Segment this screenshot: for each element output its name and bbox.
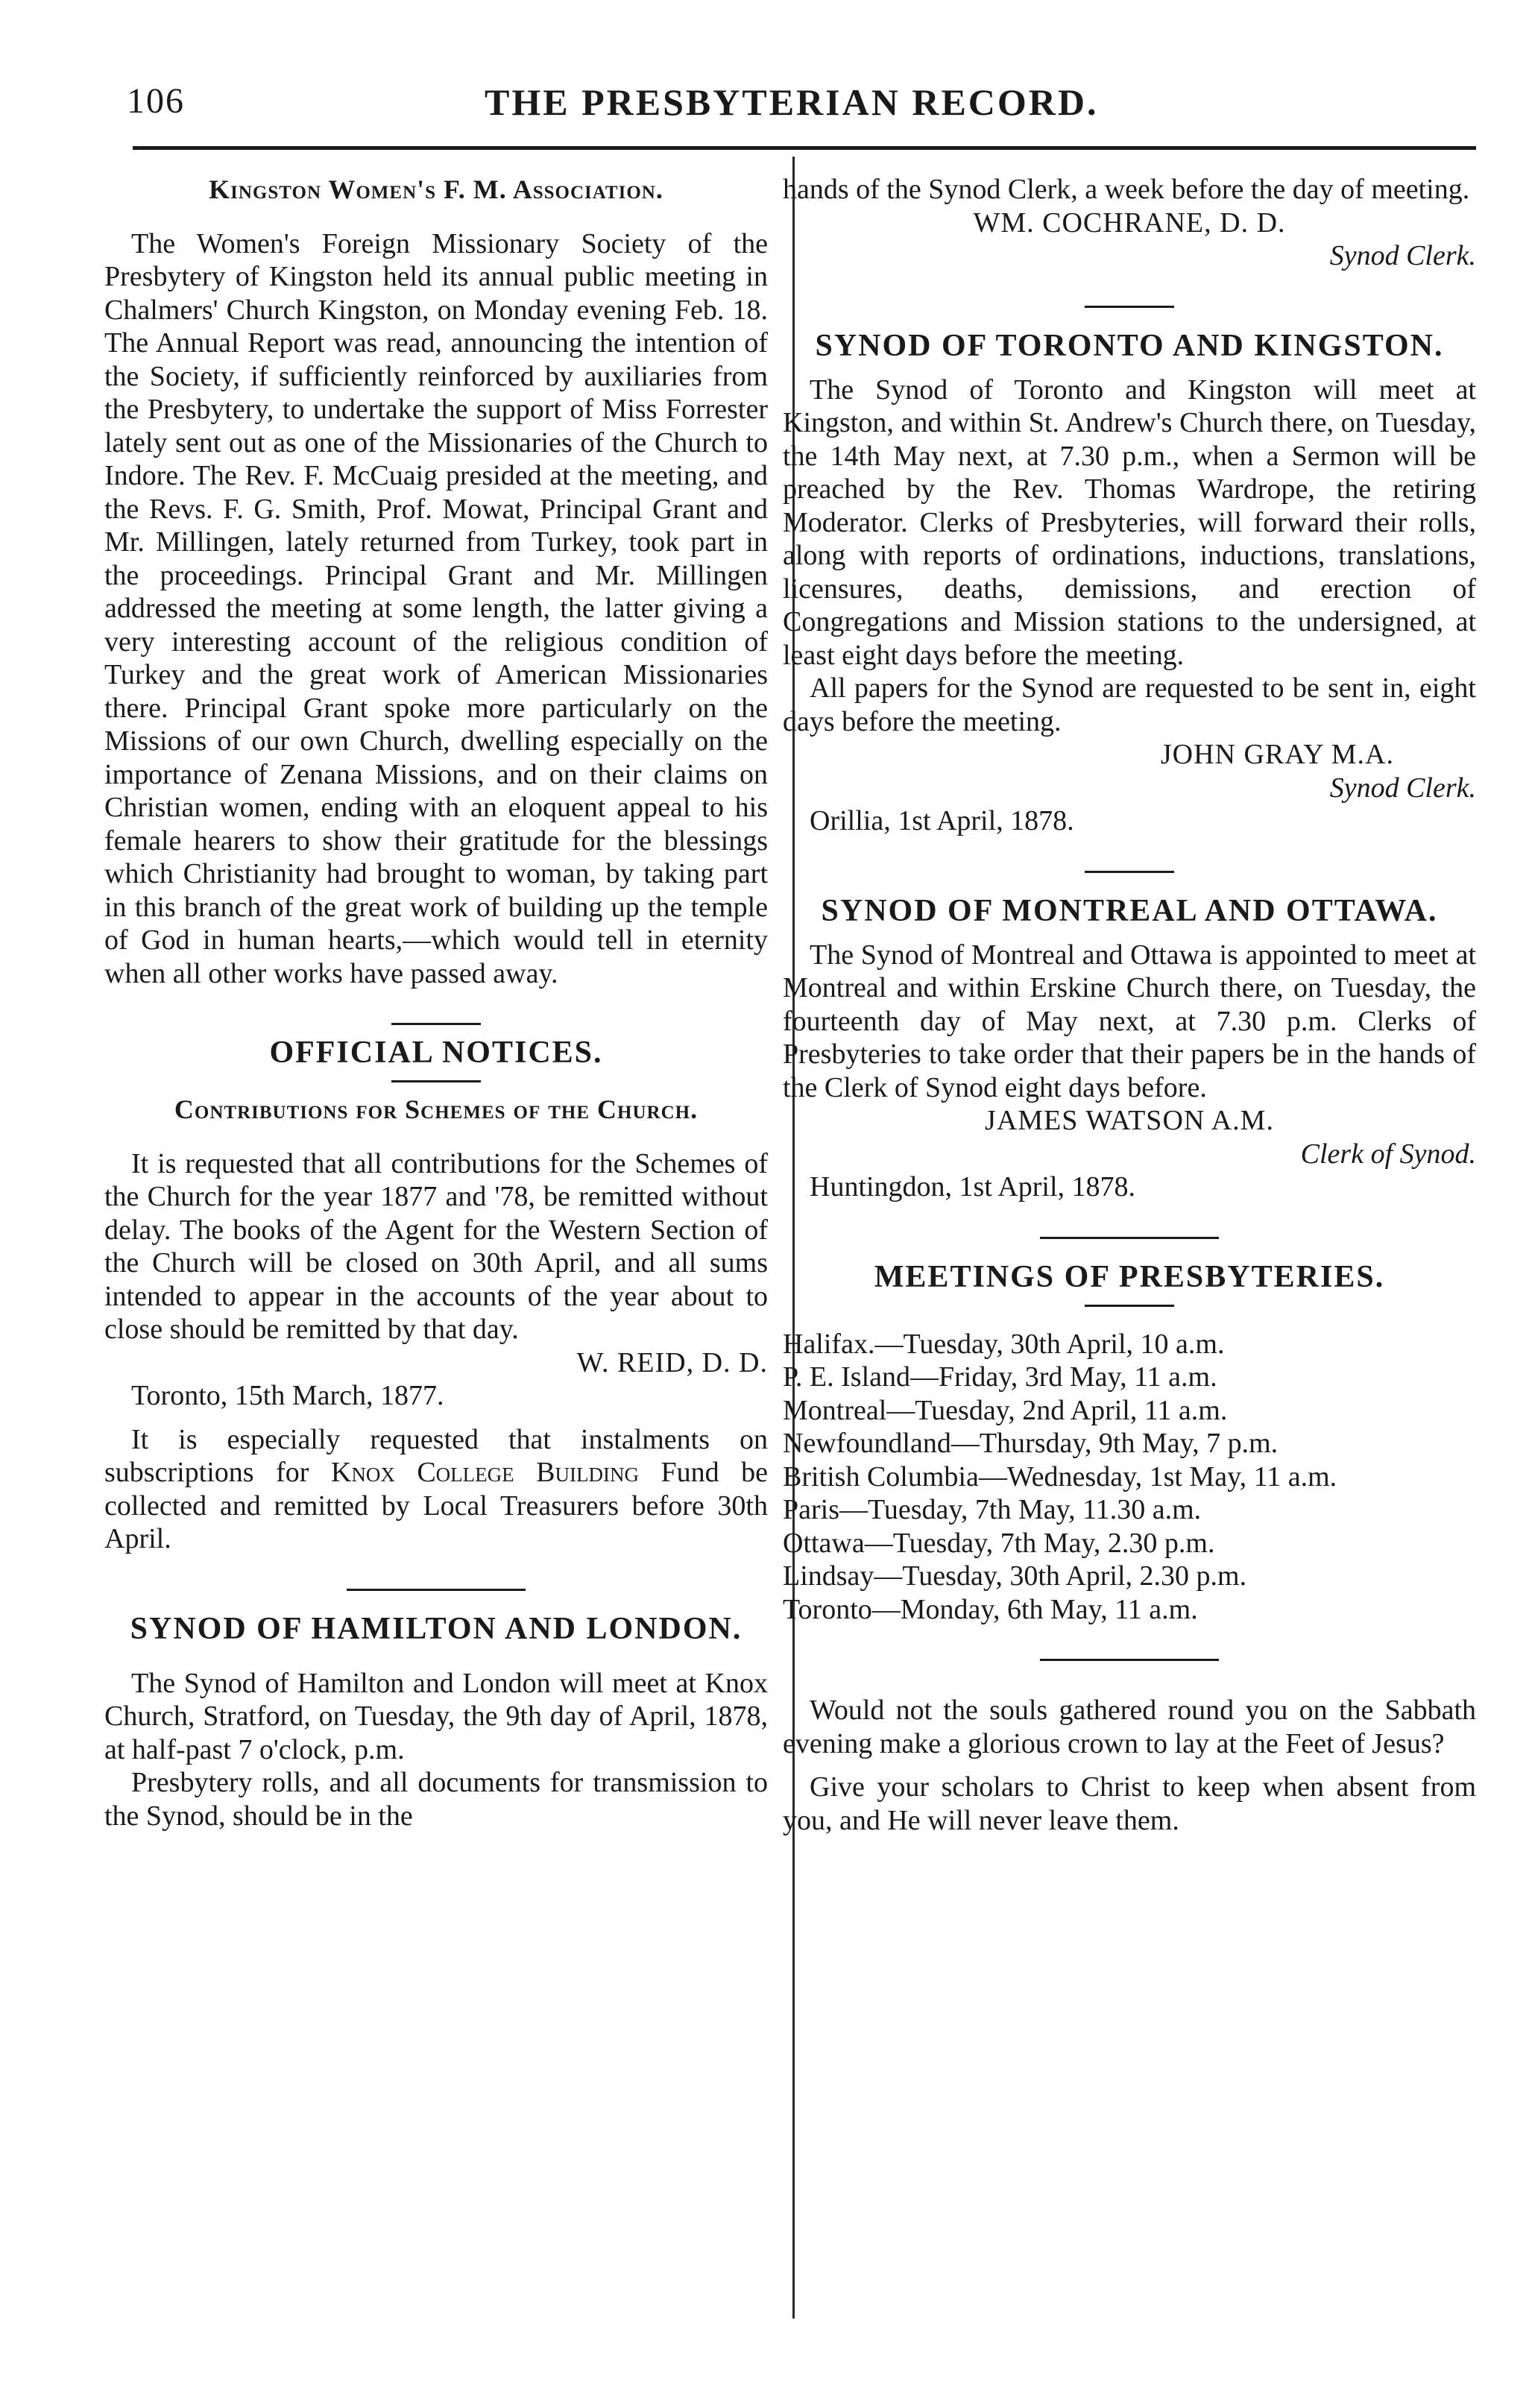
list-item: P. E. Island—Friday, 3rd May, 11 a.m.: [783, 1361, 1217, 1393]
montreal-body: The Synod of Montreal and Ottawa is appointed to meet at Montreal and within Erskine Church there, on Tuesday, the fourteenth day of May next, at 7.30 p.m. Clerks of Presbyteries to take order that their papers be in the hands of the Clerk of Synod eight days before.: [783, 939, 1476, 1103]
watson-dateline: Huntingdon, 1st April, 1878.: [810, 1171, 1136, 1203]
presbyteries-list: [783, 1328, 1476, 1627]
list-item: Lindsay—Tuesday, 30th April, 2.30 p.m.: [783, 1560, 1247, 1592]
presbyteries-heading: MEETINGS OF PRESBYTERIES.: [874, 1259, 1385, 1294]
toronto-body: The Synod of Toronto and Kingston will meet at Kingston, and within St. Andrew's Church there, on Tuesday, the 14th May next, at 7.30 p.m., when a Sermon will be preached by the Rev. Thomas Wardrope, the retiring Moderator. Clerks of Presbyteries, will forward their rolls, along with reports of ordinations, inductions, translations, licensures, deaths, demissions, and erection of Congregations and Mission stations to the undersigned, at least eight days before the meeting.: [783, 374, 1476, 671]
montreal-ottawa-heading: SYNOD OF MONTREAL AND OTTAWA.: [821, 893, 1438, 928]
knox-college-building: Knox College Building: [330, 1457, 639, 1488]
list-item: Toronto—Monday, 6th May, 11 a.m.: [783, 1593, 1198, 1625]
cochrane-signature: WM. COCHRANE, D. D.: [973, 207, 1286, 239]
kingston-body: The Women's Foreign Missionary Society of the Presbytery of Kingston held its annual public meeting in Chalmers' Church Kingston, on Monday evening Feb. 18. The Annual Report was read, announcing the intention of the Society, if sufficiently reinforced by auxiliaries from the Presbytery, to undertake the support of Miss Forrester lately sent out as one of the Missionaries of the Church to Indore. The Rev. F. McCuaig presided at the meeting, and the Revs. F. G. Smith, Prof. Mowat, Principal Grant and Mr. Millingen, lately returned from Turkey, took part in the proceedings. Principal Grant and Mr. Millingen addressed the meeting at some length, the latter giving a very interesting account of the religious condition of Turkey and the great work of American Missionaries there. Principal Grant spoke more particularly on the Missions of our own Church, dwelling especially on the importance of Zenana Missions, and on their claims on Christian women, ending with an eloquent appeal to his female hearers to show their gratitude for the blessings which Christianity had brought to woman, by taking part in this branch of the great work of building up the temple of God in human hearts,—which would tell in eternity when all other works have passed away.: [104, 227, 768, 989]
hamilton-body: The Synod of Hamilton and London will meet at Knox Church, Stratford, on Tuesday, the 9th day of April, 1878, at half-past 7 o'clock, p.m.: [104, 1667, 768, 1765]
kingston-heading: Kingston Women's F. M. Association.: [209, 174, 663, 204]
closing-scholars: Give your scholars to Christ to keep when absent from you, and He will never leave them.: [783, 1771, 1476, 1836]
instalments-text-start: It is especially requested that instalments on subscriptions for: [104, 1423, 768, 1488]
hamilton-continued-body: hands of the Synod Clerk, a week before the day of meeting.: [783, 174, 1470, 205]
official-notices-heading: OFFICIAL NOTICES.: [269, 1036, 603, 1070]
instalments-body: [104, 1423, 768, 1556]
reid-signature: W. REID, D. D.: [576, 1346, 768, 1378]
hamilton-continued: [783, 173, 1476, 273]
gray-dateline: Orillia, 1st April, 1878.: [810, 805, 1074, 836]
contributions-subheading: Contributions for Schemes of the Church.: [174, 1094, 699, 1124]
gray-role: Synod Clerk.: [1329, 772, 1476, 804]
hamilton-london-section: [104, 1612, 768, 1833]
list-item: Newfoundland—Thursday, 9th May, 7 p.m.: [783, 1428, 1279, 1459]
cochrane-role: Synod Clerk.: [1329, 240, 1476, 271]
list-item: Montreal—Tuesday, 2nd April, 11 a.m.: [783, 1394, 1228, 1426]
montreal-ottawa-section: [783, 894, 1476, 1204]
toronto-kingston-heading: SYNOD OF TORONTO AND KINGSTON.: [815, 328, 1444, 363]
gray-signature: JOHN GRAY M.A.: [1160, 739, 1394, 770]
page-header: [127, 81, 1491, 140]
kingston-association-article: [104, 173, 768, 990]
watson-role: Clerk of Synod.: [1300, 1138, 1476, 1170]
running-title: THE PRESBYTERIAN RECORD.: [485, 81, 1099, 123]
toronto-papers-body: All papers for the Synod are requested to be sent in, eight days before the meeting.: [783, 672, 1476, 737]
instalments-text-end: Fund be collected and remitted by Local Treasurers before 30th April.: [104, 1457, 768, 1554]
reid-dateline: Toronto, 15th March, 1877.: [131, 1380, 444, 1411]
watson-signature: JAMES WATSON A.M.: [985, 1105, 1274, 1136]
hamilton-london-heading: SYNOD OF HAMILTON AND LONDON.: [130, 1611, 743, 1646]
list-item: Paris—Tuesday, 7th May, 11.30 a.m.: [783, 1494, 1202, 1525]
right-column: [783, 173, 1476, 1837]
official-notices-section: [104, 1036, 768, 1556]
page-number: 106: [127, 81, 185, 121]
closing-souls: Would not the souls gathered round you on the Sabbath evening make a glorious crown to lay at the Feet of Jesus?: [783, 1695, 1476, 1759]
presbyteries-section: [783, 1260, 1476, 1627]
contributions-body: It is requested that all contributions for the Schemes of the Church for the year 1877 and '78, be remitted without delay. The books of the Agent for the Western Section of the Church will be closed on 30th April, and all sums intended to appear in the accounts of the year about to close should be remitted by that day.: [104, 1147, 768, 1345]
list-item: Ottawa—Tuesday, 7th May, 2.30 p.m.: [783, 1527, 1215, 1559]
closing-section: [783, 1694, 1476, 1837]
list-item: Halifax.—Tuesday, 30th April, 10 a.m.: [783, 1328, 1225, 1360]
list-item: British Columbia—Wednesday, 1st May, 11 a.m.: [783, 1460, 1337, 1493]
header-rule: [133, 146, 1476, 150]
hamilton-rolls-body: Presbytery rolls, and all documents for transmission to the Synod, should be in the: [104, 1767, 768, 1832]
left-column: [104, 173, 768, 1832]
toronto-kingston-section: [783, 329, 1476, 838]
